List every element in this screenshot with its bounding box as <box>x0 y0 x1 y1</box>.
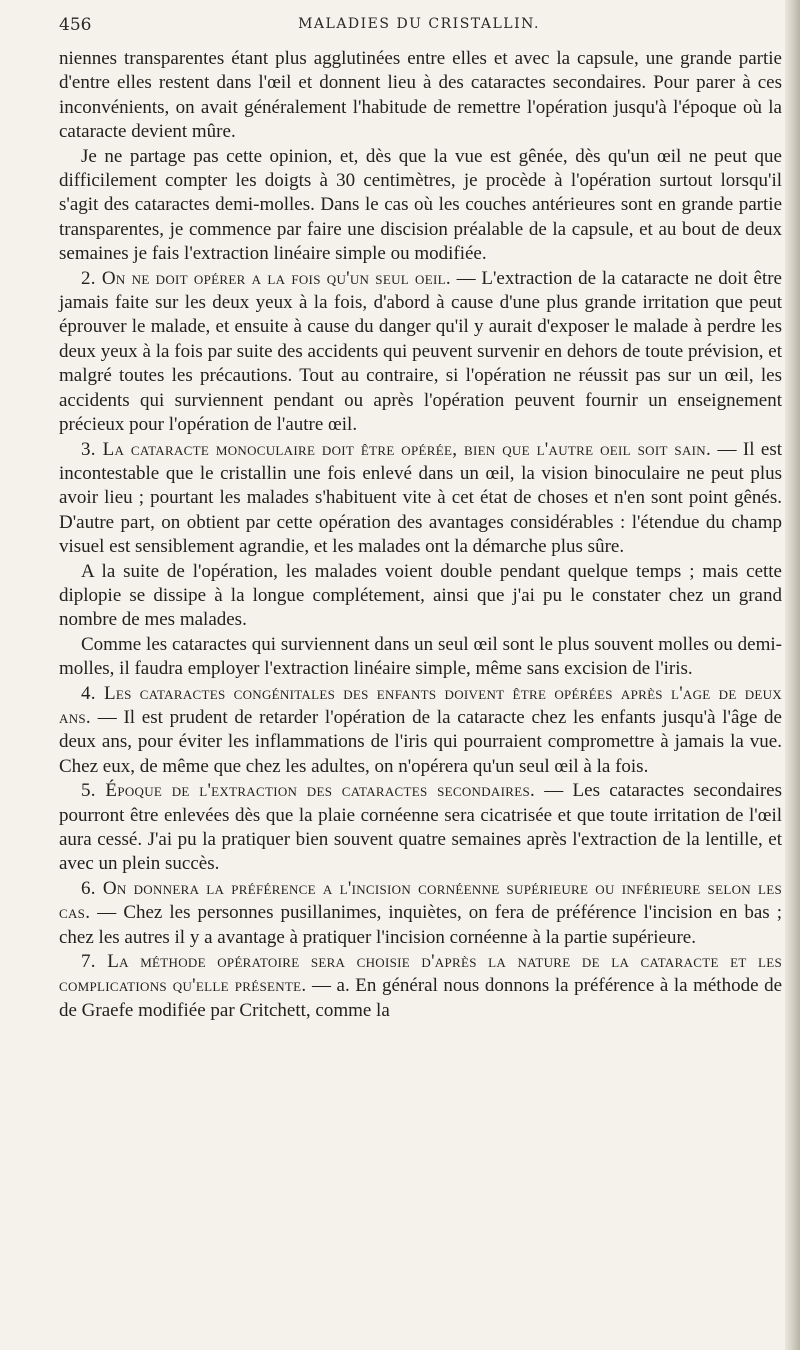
paragraph <box>59 47 782 145</box>
paragraph <box>59 145 782 267</box>
page-number: 456 <box>59 15 92 35</box>
paragraph-text: — L'extraction de la cataracte ne doit être jamais faite sur les deux yeux à la fois, d'abord à cause d'une plus grande irritation que peut éprouver le malade, et ensuite à cause du danger qu'il y aurait d'exposer le malade à perdre les deux yeux à la fois par suite des accidents qui peuvent survenir en dehors de toute prévision, et malgré toutes les précautions. Tout au contraire, si l'opération ne réussit pas sur un œil, les accidents qui surviennent pendant ou après l'opération peuvent fournir un enseignement précieux pour l'opération de l'autre œil. <box>59 267 782 436</box>
paragraph <box>59 267 782 438</box>
body-text <box>59 47 782 1023</box>
paragraph <box>59 560 782 633</box>
section-heading: 4. Les cataractes congénitales des enfants doivent être opérées après l'age de deux ans. <box>59 682 782 728</box>
paragraph-text: — Chez les personnes pusillanimes, inquiètes, on fera de préférence l'incision en bas ; chez les autres il y a avantage à pratiquer l'incision cornéenne à la partie supérieure. <box>59 902 782 948</box>
section-heading: 6. On donnera la préférence a l'incision cornéenne supérieure ou inférieure selon les cas. <box>59 877 782 924</box>
paragraph-text: — Les cataractes secondaires pourront être enlevées dès que la plaie cornéenne sera cicatrisée et que toute irritation de l'œil aura cessé. J'ai pu la pratiquer bien souvent quatre semaines après l'extraction de la lentille, et avec un plein succès. <box>59 780 783 875</box>
section-heading: 7. La méthode opératoire sera choisie d'après la nature de la cataracte et les complications qu'elle présente. <box>59 951 782 997</box>
running-title: MALADIES DU CRISTALLIN. <box>298 16 540 32</box>
book-spine-edge <box>785 0 800 1350</box>
section-heading: 3. La cataracte monoculaire doit être opérée, bien que l'autre oeil soit sain. <box>81 438 712 460</box>
paragraph <box>59 633 782 682</box>
paragraph-text: — Il est prudent de retarder l'opération de la cataracte chez les enfants jusqu'à l'âge de deux ans, pour éviter les inflammations de l'iris qui pourraient compromettre à jamais la vue. Chez eux, de même que chez les adultes, on n'opérera qu'un seul œil à la fois. <box>59 706 782 777</box>
paragraph-text: niennes transparentes étant plus agglutinées entre elles et avec la capsule, une grande partie d'entre elles restent dans l'œil et donnent lieu à des cataractes secondaires. Pour parer à ces inconvénients, on avait généralement l'habitude de remettre l'opération jusqu'à l'époque où la cataracte devient mûre. <box>59 48 782 143</box>
paragraph <box>59 950 782 1023</box>
paragraph-text: — a. En général nous donnons la préférence à la méthode de de Graefe modifiée par Critchett, comme la <box>59 975 783 1021</box>
paragraph <box>59 438 782 560</box>
paragraph-text: — Il est incontestable que le cristallin une fois enlevé dans un œil, la vision binoculaire ne peut plus avoir lieu ; pourtant les malades s'habituent vite à cet état de choses et n'en sont point gênés. D'autre part, on obtient par cette opération des avantages considérables : l'étendue du champ visuel est sensiblement agrandie, et les malades ont la démarche plus sûre. <box>59 438 782 558</box>
paragraph <box>59 877 782 950</box>
paragraph-text: Comme les cataractes qui surviennent dans un seul œil sont le plus souvent molles ou demi-molles, il faudra employer l'extraction linéaire simple, même sans excision de l'iris. <box>59 633 782 680</box>
paragraph-text: Je ne partage pas cette opinion, et, dès que la vue est gênée, dès qu'un œil ne peut que difficilement compter les doigts à 30 centimètres, je procède à l'opération surtout lorsqu'il s'agit des cataractes demi-molles. Dans le cas où les couches antérieures sont en grande partie transparentes, je commence par faire une discision préalable de la capsule, et au bout de deux semaines je fais l'extraction linéaire simple ou modifiée. <box>59 145 782 265</box>
page-header <box>59 13 779 39</box>
section-heading: 5. Époque de l'extraction des cataractes secondaires. <box>81 780 536 802</box>
paragraph-text: A la suite de l'opération, les malades voient double pendant quelque temps ; mais cette diplopie se dissipe à la longue complétement, ainsi que j'ai pu le constater chez un grand nombre de mes malades. <box>59 560 782 631</box>
paragraph <box>59 682 782 780</box>
section-heading: 2. On ne doit opérer a la fois qu'un seul oeil. <box>81 267 451 289</box>
paragraph <box>59 779 782 877</box>
